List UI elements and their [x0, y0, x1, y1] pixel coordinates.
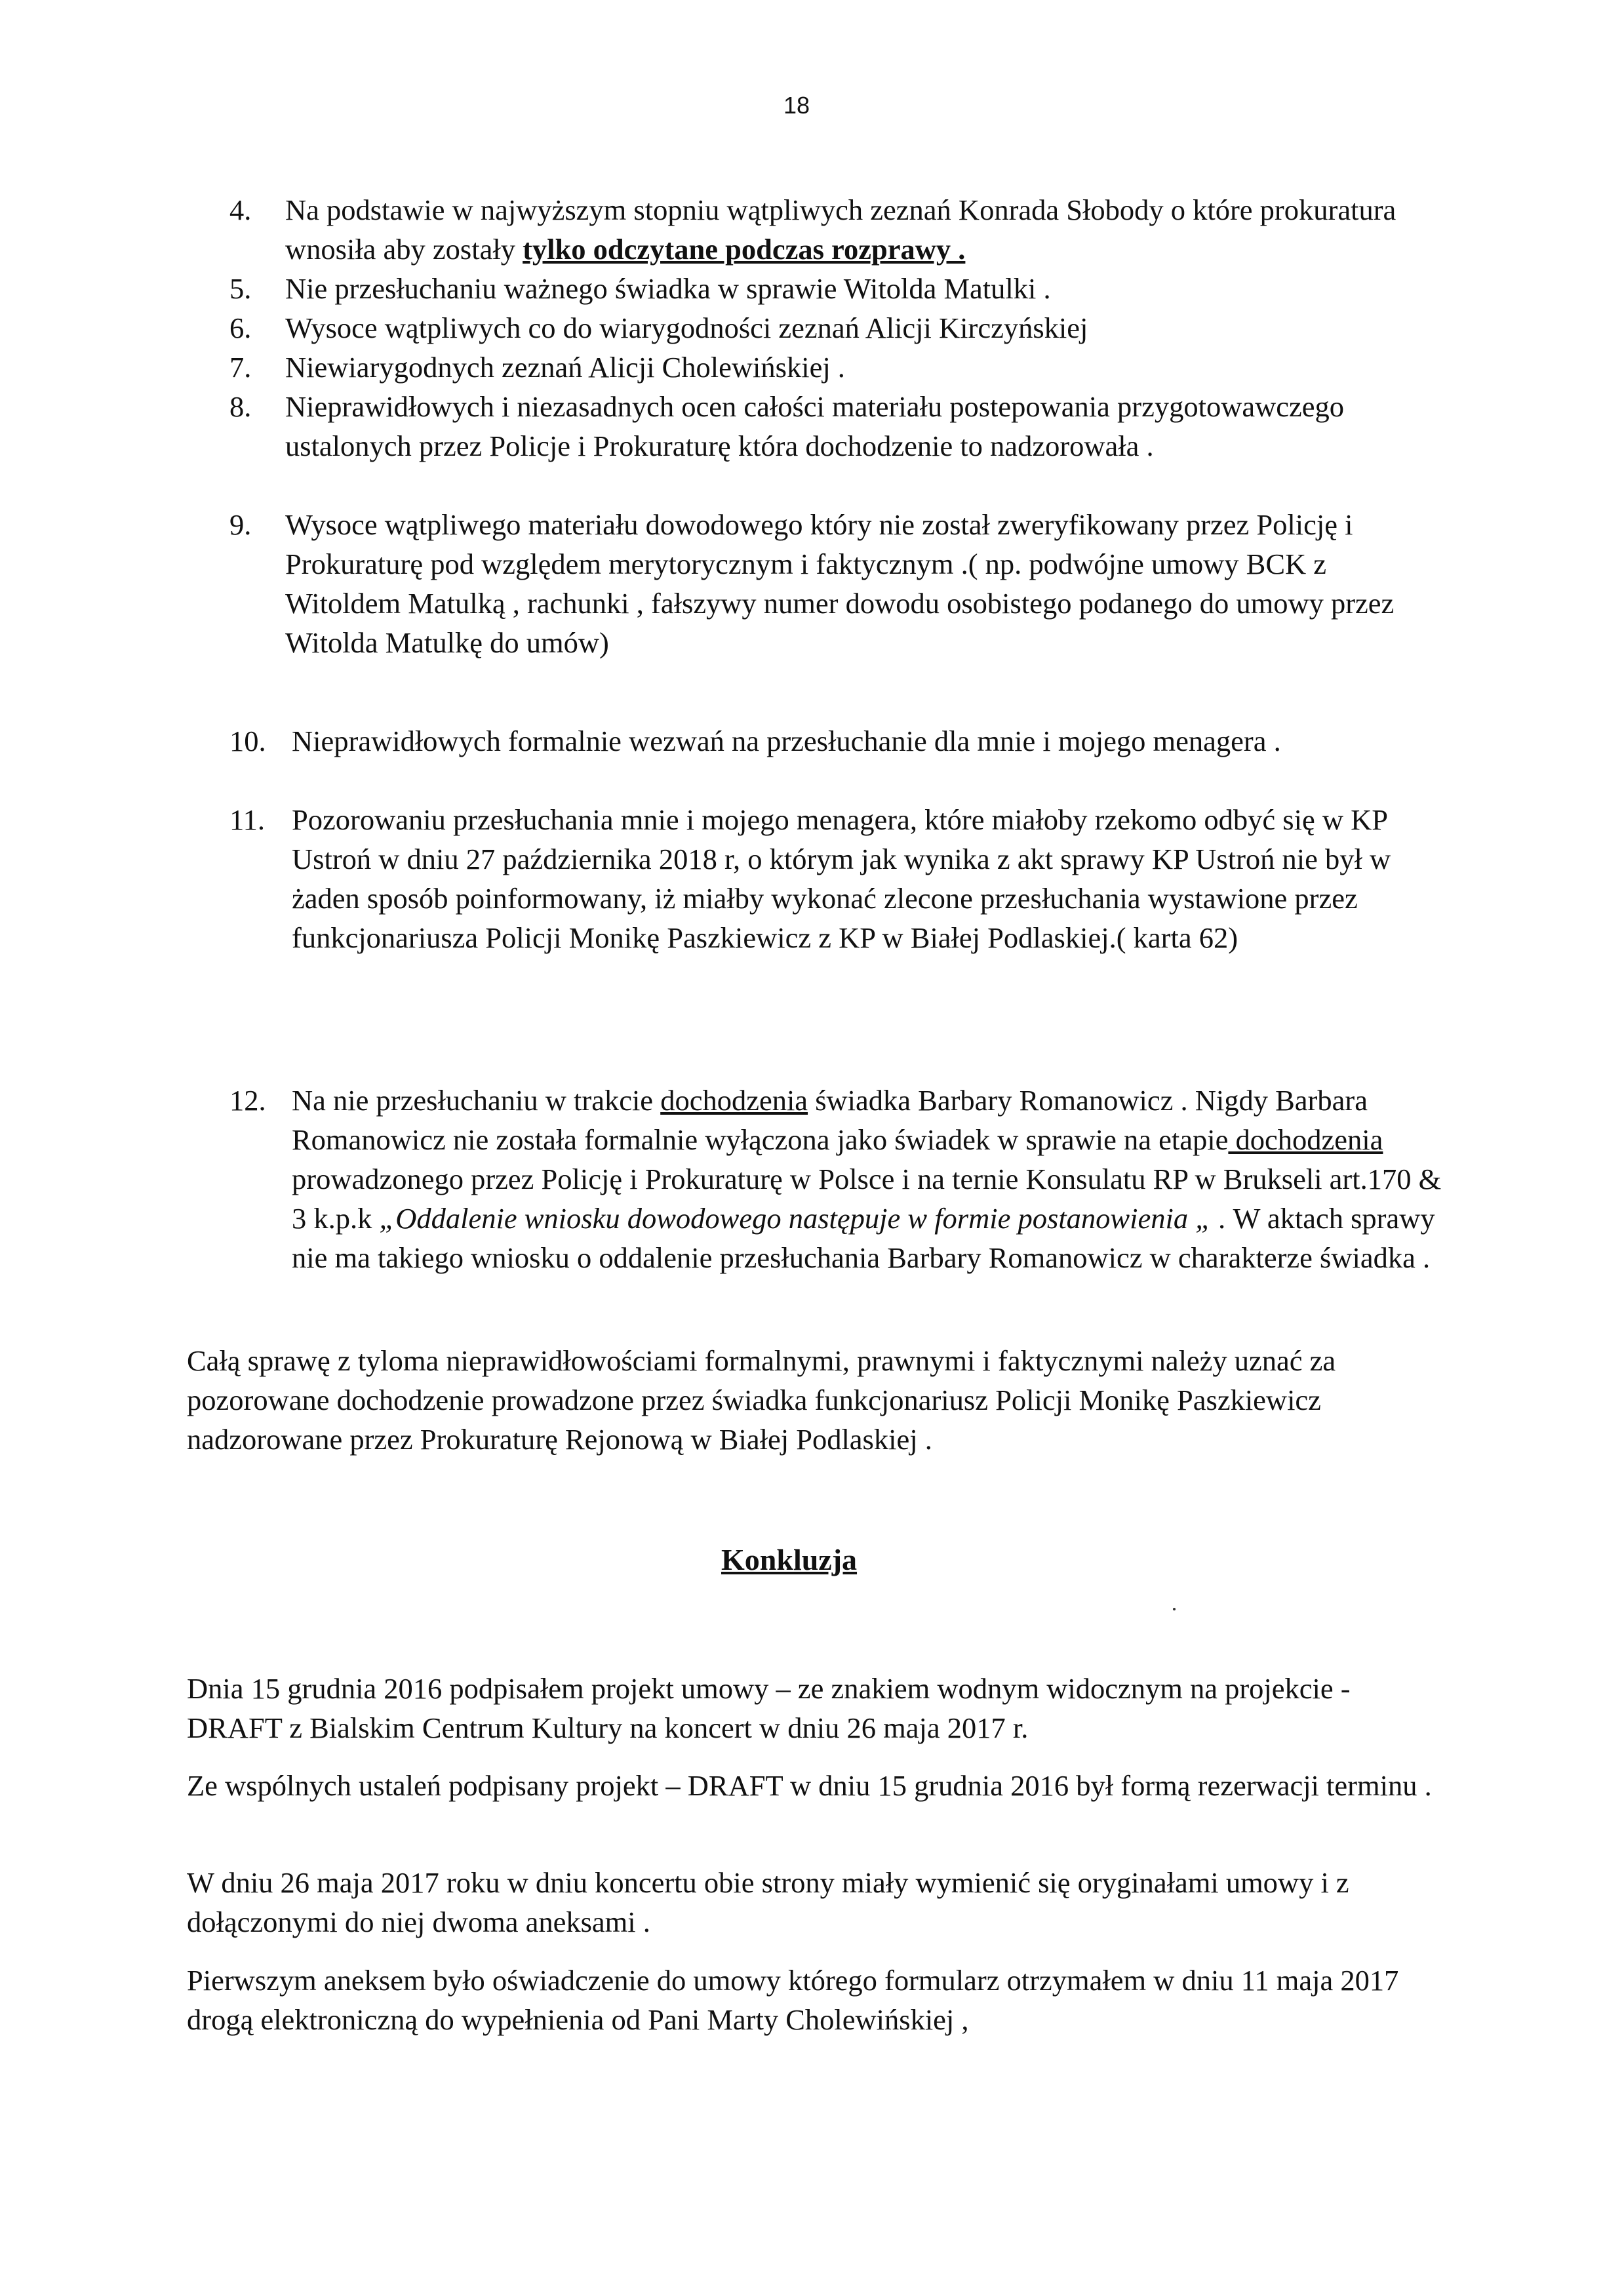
text-run: Nieprawidłowych formalnie wezwań na przesłuchanie dla mnie i mojego menagera .	[292, 725, 1281, 757]
page-number: 18	[783, 92, 810, 119]
list-item	[229, 800, 1429, 957]
list-item-number: 7.	[229, 351, 252, 384]
list-item-number: 8.	[229, 390, 252, 423]
list-item-number: 4.	[229, 193, 252, 226]
text-run: Nieprawidłowych i niezasadnych ocen całości materiału postepowania przygotowawczego ustalonych przez Policje i Prokuraturę która dochodzenie to nadzorowała .	[285, 390, 1344, 462]
paragraph: W dniu 26 maja 2017 roku w dniu koncertu obie strony miały wymienić się oryginałami umowy i z dołączonymi do niej dwoma aneksami .	[187, 1866, 1349, 1938]
summary-paragraph: Całą sprawę z tyloma nieprawidłowościami formalnymi, prawnymi i faktycznymi należy uznać za pozorowane dochodzenie prowadzone przez świadka funkcjonariusz Policji Monikę Paszkiewicz nadzorowane przez Prokuraturę Rejonową w Białej Podlaskiej .	[187, 1344, 1336, 1456]
text-run: Niewiarygodnych zeznań Alicji Cholewińskiej .	[285, 351, 845, 384]
stray-dot	[1173, 1608, 1176, 1610]
list-item	[229, 348, 1429, 387]
text-run: Na nie przesłuchaniu w trakcie	[292, 1084, 661, 1117]
text-run: tylko odczytane podczas rozprawy .	[523, 233, 966, 266]
text-run: Na podstawie w najwyższym stopniu wątpliwych zeznań Konrada Słobody o które prokuratura wnosiła aby zostały	[285, 193, 1396, 266]
text-run: świadka Barbary Romanowicz . Nigdy Barbara Romanowicz nie została formalnie wyłączona jako świadek w sprawie na etapie	[292, 1084, 1368, 1156]
text-run: W aktach sprawy nie ma takiego wniosku o oddalenie przesłuchania Barbary Romanowicz w charakterze świadka .	[292, 1202, 1435, 1274]
list-item-text	[292, 800, 1446, 957]
list-item	[229, 387, 1429, 466]
paragraph: Pierwszym aneksem było oświadczenie do umowy którego formularz otrzymałem w dniu 11 maja 2017 drogą elektroniczną do wypełnienia od Pani Marty Cholewińskiej ,	[187, 1964, 1399, 2036]
list-item	[229, 721, 1429, 761]
text-run: dochodzenia	[660, 1084, 808, 1117]
list-item	[229, 1081, 1442, 1277]
list-item-text	[285, 387, 1439, 466]
text-run: Wysoce wątpliwych co do wiarygodności zeznań Alicji Kirczyńskiej	[285, 311, 1088, 344]
text-run: Nie przesłuchaniu ważnego świadka w sprawie Witolda Matulki .	[285, 272, 1051, 305]
list-item-text	[285, 269, 1439, 308]
text-run: dochodzenia	[1228, 1123, 1383, 1156]
section-heading: Konkluzja	[721, 1543, 858, 1576]
list-item-number: 12.	[229, 1084, 266, 1117]
list-item	[229, 190, 1429, 269]
list-item	[229, 505, 1429, 662]
list-item-number: 10.	[229, 725, 266, 757]
text-run: Wysoce wątpliwego materiału dowodowego który nie został zweryfikowany przez Policję i Prokuraturę pod względem merytorycznym i faktycznym .( np. podwójne umowy BCK z Witoldem Matulką , rachunki , fałszywy numer dowodu osobistego podanego do umowy przez Witolda Matulkę do umów)	[285, 508, 1395, 659]
list-item-text	[292, 721, 1446, 761]
text-run: prowadzonego przez Policję i Prokuraturę w Polsce i na ternie Konsulatu RP w Brukseli art.170 & 3 k.p.k	[292, 1163, 1442, 1235]
list-item-number: 5.	[229, 272, 252, 305]
list-item-number: 11.	[229, 803, 265, 836]
list-item-text	[285, 505, 1439, 662]
list-item-text	[285, 190, 1439, 269]
paragraph: Dnia 15 grudnia 2016 podpisałem projekt umowy – ze znakiem wodnym widocznym na projekcie - DRAFT z Bialskim Centrum Kultury na koncert w dniu 26 maja 2017 r.	[187, 1672, 1351, 1744]
list-item	[229, 269, 1429, 308]
list-item-text	[285, 308, 1439, 348]
list-item-text	[285, 348, 1439, 387]
paragraph: Ze wspólnych ustaleń podpisany projekt – DRAFT w dniu 15 grudnia 2016 był formą rezerwacji terminu .	[187, 1769, 1432, 1802]
list-item	[229, 308, 1429, 348]
text-run: Pozorowaniu przesłuchania mnie i mojego menagera, które miałoby rzekomo odbyć się w KP Ustroń w dniu 27 października 2018 r, o którym jak wynika z akt sprawy KP Ustroń nie był w żaden sposób poinformowany, iż miałby wykonać zlecone przesłuchania wystawione przez funkcjonariusza Policji Monikę Paszkiewicz z KP w Białej Podlaskiej.( karta 62)	[292, 803, 1391, 954]
text-run: „Oddalenie wniosku dowodowego następuje w formie postanowienia „ .	[379, 1202, 1227, 1235]
list-item-number: 6.	[229, 311, 252, 344]
list-item-text	[292, 1081, 1446, 1277]
list-item-number: 9.	[229, 508, 252, 541]
